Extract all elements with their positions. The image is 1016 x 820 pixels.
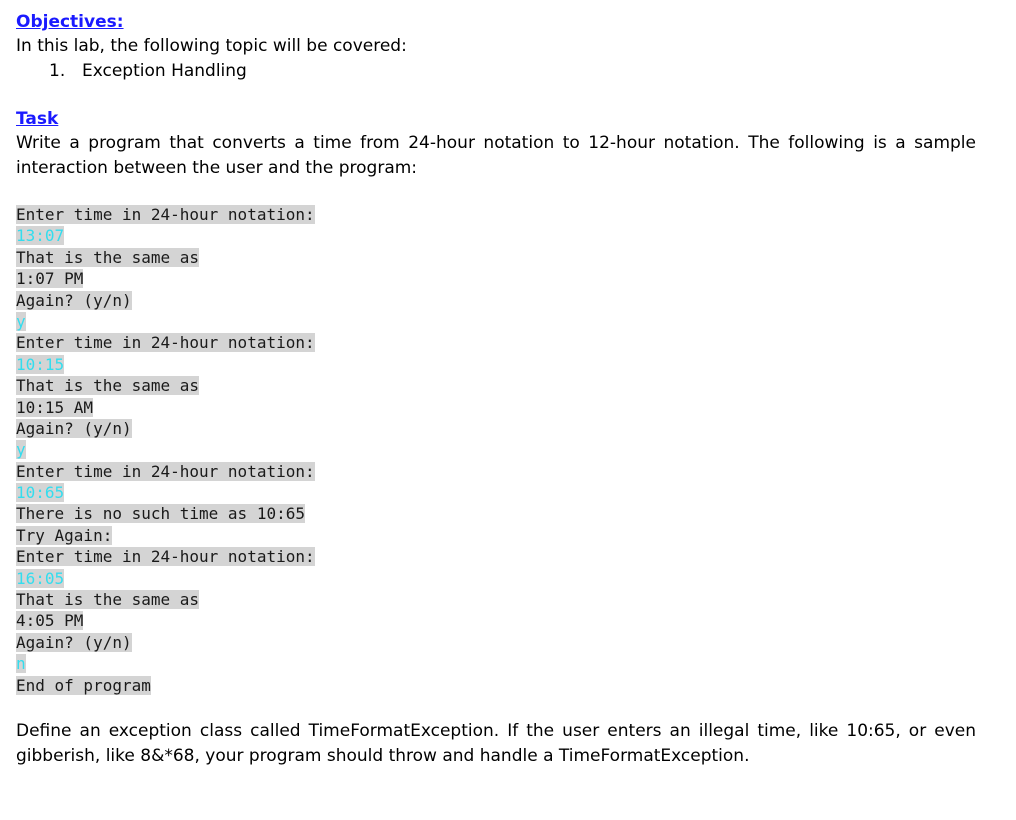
console-output-line (16, 204, 976, 225)
console-line-text: Enter time in 24-hour notation: (16, 461, 315, 481)
console-output-line (16, 632, 976, 653)
objectives-intro: In this lab, the following topic will be covered: (16, 36, 407, 56)
console-output-line (16, 589, 976, 610)
sample-interaction (16, 204, 976, 696)
console-output-line (16, 397, 976, 418)
console-line-text: Try Again: (16, 525, 113, 545)
list-item-text: Exception Handling (82, 61, 247, 81)
objectives-list-item (16, 59, 976, 84)
console-line-text: Again? (y/n) (16, 290, 132, 310)
console-line-text: y (16, 311, 26, 331)
console-line-text: Again? (y/n) (16, 632, 132, 652)
console-line-text: 4:05 PM (16, 611, 84, 631)
console-output-line (16, 375, 976, 396)
console-line-text: 10:15 (16, 354, 65, 374)
console-output-line (16, 525, 976, 546)
console-input-line (16, 439, 976, 460)
console-output-line (16, 503, 976, 524)
console-line-text: y (16, 440, 26, 460)
document-page (16, 10, 976, 769)
console-line-text: Again? (y/n) (16, 418, 132, 438)
console-input-line (16, 568, 976, 589)
console-line-text: Enter time in 24-hour notation: (16, 547, 315, 567)
objectives-list (16, 59, 976, 84)
console-line-text: Enter time in 24-hour notation: (16, 333, 315, 353)
console-input-line (16, 482, 976, 503)
console-output-line (16, 418, 976, 439)
console-input-line (16, 225, 976, 246)
console-output-line (16, 247, 976, 268)
task-heading: Task (16, 109, 59, 129)
console-line-text: 1:07 PM (16, 269, 84, 289)
list-item-number: 1. (49, 61, 66, 81)
console-line-text: 10:15 AM (16, 397, 94, 417)
objectives-heading: Objectives: (16, 12, 124, 32)
console-line-text: Enter time in 24-hour notation: (16, 205, 315, 224)
console-input-line (16, 354, 976, 375)
console-line-text: 10:65 (16, 483, 65, 503)
console-line-text: 16:05 (16, 568, 65, 588)
console-output-line (16, 290, 976, 311)
definition-text: Define an exception class called TimeFormatException. If the user enters an illegal time, like 10:65, or even gibberish, like 8&*68, your program should throw and handle a TimeFormatException. (16, 720, 976, 766)
console-output-line (16, 610, 976, 631)
console-output-line (16, 546, 976, 567)
objectives-section (16, 10, 976, 84)
console-line-text: That is the same as (16, 590, 200, 610)
definition-section (16, 719, 976, 769)
console-line-text: There is no such time as 10:65 (16, 504, 305, 524)
console-output-line (16, 268, 976, 289)
console-line-text: That is the same as (16, 247, 200, 267)
console-output-line (16, 461, 976, 482)
console-input-line (16, 311, 976, 332)
console-output-line (16, 675, 976, 696)
console-line-text: End of program (16, 675, 151, 695)
task-description: Write a program that converts a time from 24-hour notation to 12-hour notation. The following is a sample interaction between the user and the program: (16, 133, 976, 178)
console-line-text: n (16, 654, 26, 674)
task-section (16, 107, 976, 181)
console-input-line (16, 653, 976, 674)
console-line-text: That is the same as (16, 376, 200, 396)
console-output-line (16, 332, 976, 353)
console-line-text: 13:07 (16, 226, 65, 246)
